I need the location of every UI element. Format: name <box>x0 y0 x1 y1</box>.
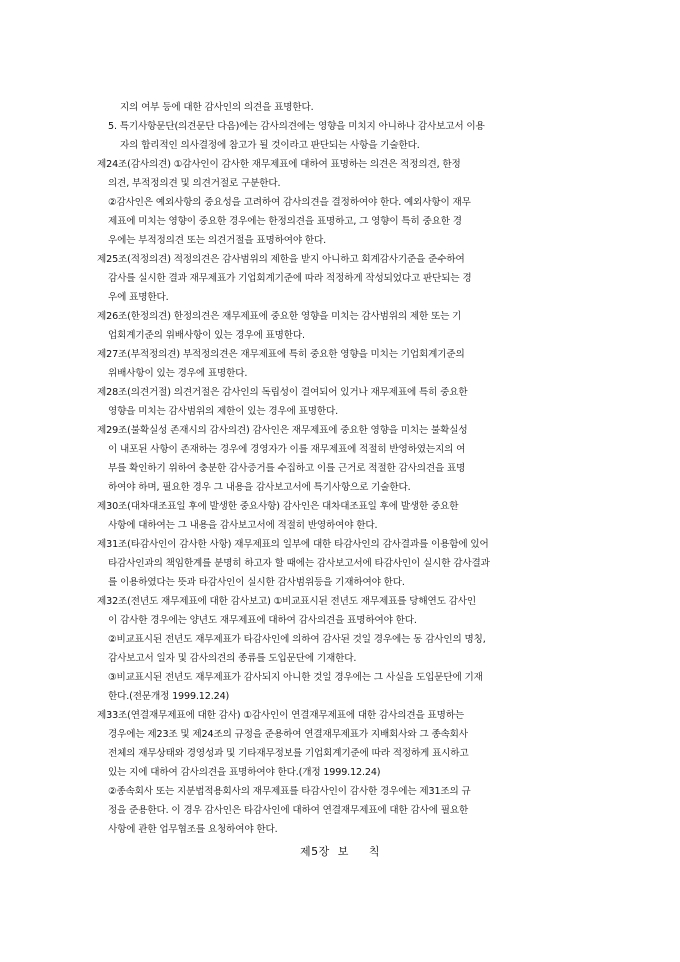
text-line: 제28조(의견거절) 의견거절은 감사인의 독립성이 결여되어 있거나 재무제표에 특히 중요한 <box>97 387 468 398</box>
text-line: 제31조(타감사인이 감사한 사항) 재무제표의 일부에 대한 타감사인의 감사결과를 이용함에 있어 <box>97 539 489 550</box>
text-line: 제30조(대차대조표일 후에 발생한 중요사항) 감사인은 대차대조표일 후에 발생한 중요한 <box>97 501 459 512</box>
text-line: 를 이용하였다는 뜻과 타감사인이 실시한 감사범위등을 기재하여야 한다. <box>108 577 405 588</box>
text-line: ②종속회사 또는 지분법적용회사의 재무제표를 타감사인이 감사한 경우에는 제31조의 규 <box>108 786 471 797</box>
text-line: 제표에 미치는 영향이 중요한 경우에는 한정의견을 표명하고, 그 영향이 특히 중요한 경 <box>108 216 462 227</box>
text-line: 사항에 대하여는 그 내용을 감사보고서에 적절히 반영하여야 한다. <box>108 520 378 531</box>
text-line: 하여야 하며, 필요한 경우 그 내용을 감사보고서에 특기사항으로 기술한다. <box>108 482 411 493</box>
text-line: 감사를 실시한 결과 재무제표가 기업회계기준에 따라 적정하게 작성되었다고 판단되는 경 <box>108 273 472 284</box>
text-line: 한다.(전문개정 1999.12.24) <box>108 691 230 702</box>
text-line: 사항에 관한 업무협조를 요청하여야 한다. <box>108 824 278 835</box>
chapter-heading: 제5장 보 칙 <box>300 845 380 858</box>
text-line: 제24조(감사의견) ①감사인이 감사한 재무제표에 대하여 표명하는 의견은 적정의견, 한정 <box>97 159 461 170</box>
text-line: 위배사항이 있는 경우에 표명한다. <box>108 368 248 379</box>
text-line: 부를 확인하기 위하여 충분한 감사증거를 수집하고 이를 근거로 적절한 감사의견을 표명 <box>108 463 466 474</box>
text-line: 제25조(적정의견) 적정의견은 감사범위의 제한을 받지 아니하고 회계감사기준을 준수하여 <box>97 254 465 265</box>
text-line: 전체의 재무상태와 경영성과 및 기타재무정보를 기업회계기준에 따라 적정하게 표시하고 <box>108 748 469 759</box>
text-line: 타감사인과의 책임한계를 분명히 하고자 할 때에는 감사보고서에 타감사인이 실시한 감사결과 <box>108 558 490 569</box>
text-line: 있는 지에 대하여 감사의견을 표명하여야 한다.(개정 1999.12.24) <box>108 767 381 778</box>
text-line: 경우에는 제23조 및 제24조의 규정을 준용하여 연결재무제표가 지배회사와 그 종속회사 <box>108 729 468 740</box>
text-line: 우에는 부적정의견 또는 의견거절을 표명하여야 한다. <box>108 235 326 246</box>
text-line: ③비교표시된 전년도 재무제표가 감사되지 아니한 것일 경우에는 그 사실을 도입문단에 기재 <box>108 672 483 683</box>
text-line: 정을 준용한다. 이 경우 감사인은 타감사인에 대하여 연결재무제표에 대한 감사에 필요한 <box>108 805 469 816</box>
text-line: 제32조(전년도 재무제표에 대한 감사보고) ①비교표시된 전년도 재무제표를 당해연도 감사인 <box>97 596 476 607</box>
text-line: 의견, 부적정의견 및 의견거절로 구분한다. <box>108 178 281 189</box>
text-line: ②비교표시된 전년도 재무제표가 타감사인에 의하여 감사된 것일 경우에는 동 감사인의 명칭, <box>108 634 486 645</box>
text-line: 제27조(부적정의견) 부적정의견은 재무제표에 특히 중요한 영향을 미치는 기업회계기준의 <box>97 349 465 360</box>
text-line: 업회계기준의 위배사항이 있는 경우에 표명한다. <box>108 330 305 341</box>
text-line: 5. 특기사항문단(의견문단 다음)에는 감사의견에는 영향을 미치지 아니하나 감사보고서 이용 <box>108 121 485 132</box>
text-line: 이 내포된 사항이 존재하는 경우에 경영자가 이를 재무제표에 적절히 반영하였는지의 여 <box>108 444 466 455</box>
text-line: 제33조(연결재무제표에 대한 감사) ①감사인이 연결재무제표에 대한 감사의견을 표명하는 <box>97 710 464 721</box>
text-line: 제29조(불확실성 존재시의 감사의견) 감사인은 재무제표에 중요한 영향을 미치는 불확실성 <box>97 425 468 436</box>
text-line: ②감사인은 예외사항의 중요성을 고려하여 감사의견을 결정하여야 한다. 예외사항이 재무 <box>108 197 471 208</box>
text-line: 감사보고서 일자 및 감사의견의 종류를 도입문단에 기재한다. <box>108 653 357 664</box>
text-line: 영향을 미치는 감사범위의 제한이 있는 경우에 표명한다. <box>108 406 339 417</box>
text-line: 지의 여부 등에 대한 감사인의 의견을 표명한다. <box>120 102 314 113</box>
text-line: 우에 표명한다. <box>108 292 169 303</box>
text-line: 제26조(한정의견) 한정의견은 재무제표에 중요한 영향을 미치는 감사범위의 제한 또는 기 <box>97 311 462 322</box>
text-line: 이 감사한 경우에는 양년도 재무제표에 대하여 감사의견을 표명하여야 한다. <box>108 615 417 626</box>
text-line: 자의 합리적인 의사결정에 참고가 될 것이라고 판단되는 사항을 기술한다. <box>120 140 420 151</box>
